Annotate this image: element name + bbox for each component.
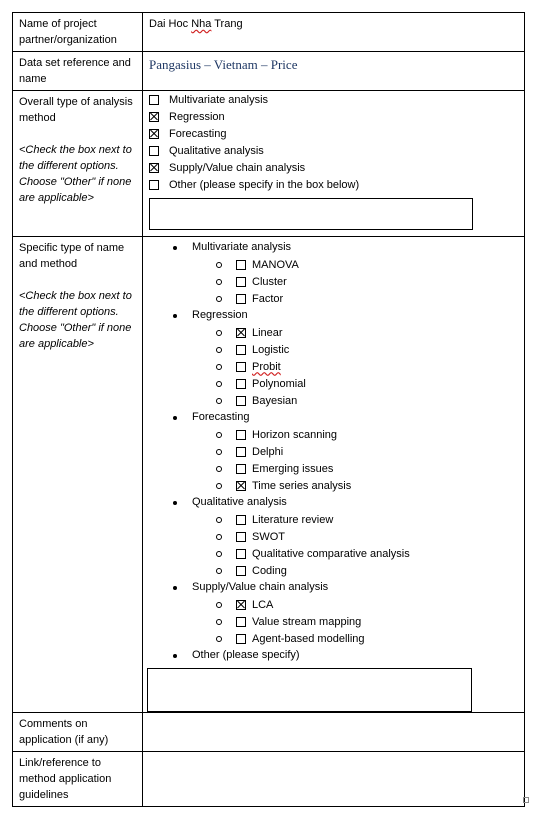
overall-note: <Check the box next to the different options. Choose "Other" if none are applicable> (19, 144, 132, 204)
overall-option-label: Supply/Value chain analysis (169, 161, 306, 174)
checkbox-icon[interactable] (236, 532, 246, 542)
method-item-label: Horizon scanning (252, 428, 337, 441)
bullet-icon (173, 416, 177, 420)
method-item-label: Bayesian (252, 394, 298, 407)
method-item[interactable] (192, 528, 524, 545)
method-item[interactable] (192, 426, 524, 443)
checkbox-icon[interactable] (149, 95, 159, 105)
overall-option-label: Regression (169, 110, 225, 123)
method-item-label: Factor (252, 292, 284, 305)
checked-box-icon[interactable] (149, 129, 159, 139)
method-item-label: Emerging issues (252, 462, 334, 475)
circle-bullet-icon (216, 381, 222, 387)
method-item-label: Logistic (252, 343, 290, 356)
partner-label: Name of project partner/organization (19, 18, 117, 46)
method-item[interactable] (192, 358, 524, 375)
dataset-value[interactable]: Pangasius – Vietnam – Price (149, 57, 298, 72)
overall-option-list (149, 91, 518, 193)
checkbox-icon[interactable] (236, 464, 246, 474)
specific-note: <Check the box next to the different options. Choose "Other" if none are applicable> (19, 290, 132, 350)
method-item[interactable] (192, 630, 524, 647)
method-item-list (192, 596, 524, 647)
checkbox-icon[interactable] (236, 396, 246, 406)
checkbox-icon[interactable] (236, 634, 246, 644)
overall-options (143, 91, 524, 230)
method-item[interactable] (192, 341, 524, 358)
method-item-label: Qualitative comparative analysis (252, 547, 410, 560)
bullet-icon (173, 314, 177, 318)
checkbox-icon[interactable] (236, 345, 246, 355)
circle-bullet-icon (216, 398, 222, 404)
circle-bullet-icon (216, 330, 222, 336)
method-item[interactable] (192, 290, 524, 307)
bullet-icon (173, 501, 177, 505)
circle-bullet-icon (216, 636, 222, 642)
method-item-label: Literature review (252, 513, 334, 526)
method-form-table (12, 12, 525, 807)
method-item[interactable] (192, 443, 524, 460)
circle-bullet-icon (216, 296, 222, 302)
overall-option[interactable] (149, 176, 518, 193)
method-item-label: Agent-based modelling (252, 632, 365, 645)
checkbox-icon[interactable] (236, 294, 246, 304)
method-item[interactable] (192, 324, 524, 341)
bullet-icon (173, 654, 177, 658)
overall-option-label: Multivariate analysis (169, 93, 269, 106)
circle-bullet-icon (216, 551, 222, 557)
method-item[interactable] (192, 375, 524, 392)
link-label: Link/reference to method application guidelines (19, 757, 112, 801)
checkbox-icon[interactable] (236, 515, 246, 525)
dataset-label: Data set reference and name (19, 57, 131, 85)
circle-bullet-icon (216, 364, 222, 370)
checked-box-icon[interactable] (149, 163, 159, 173)
method-item[interactable] (192, 256, 524, 273)
method-item-list (192, 511, 524, 579)
checked-box-icon[interactable] (236, 481, 246, 491)
circle-bullet-icon (216, 262, 222, 268)
method-item[interactable] (192, 562, 524, 579)
method-item-label: SWOT (252, 530, 285, 543)
method-item[interactable] (192, 392, 524, 409)
overall-row (13, 91, 525, 237)
method-category-label: Regression (192, 309, 248, 321)
checked-box-icon[interactable] (149, 112, 159, 122)
comments-row (13, 713, 525, 752)
checkbox-icon[interactable] (236, 379, 246, 389)
method-item-label: Cluster (252, 275, 287, 288)
method-item-label: MANOVA (252, 258, 299, 271)
method-item-list (192, 256, 524, 307)
checkbox-icon[interactable] (236, 549, 246, 559)
method-category (143, 239, 524, 307)
partner-row (13, 13, 525, 52)
method-category (143, 579, 524, 647)
checkbox-icon[interactable] (236, 617, 246, 627)
method-item-list (192, 324, 524, 409)
method-item[interactable] (192, 273, 524, 290)
checked-box-icon[interactable] (236, 328, 246, 338)
method-category-label: Multivariate analysis (192, 241, 292, 253)
method-item-label: Polynomial (252, 377, 306, 390)
method-category (143, 409, 524, 494)
circle-bullet-icon (216, 347, 222, 353)
table-resize-handle[interactable] (523, 797, 529, 803)
circle-bullet-icon (216, 466, 222, 472)
method-category (143, 647, 524, 664)
comments-label: Comments on application (if any) (19, 718, 109, 746)
specific-category-list (143, 237, 524, 664)
overall-option-label: Qualitative analysis (169, 144, 264, 157)
circle-bullet-icon (216, 517, 222, 523)
overall-label-block (13, 91, 142, 209)
overall-option[interactable] (149, 108, 518, 125)
method-item-label: Probit (252, 360, 281, 373)
link-value[interactable] (143, 752, 525, 807)
method-category-label: Forecasting (192, 411, 250, 423)
circle-bullet-icon (216, 483, 222, 489)
method-item[interactable] (192, 477, 524, 494)
method-item[interactable] (192, 511, 524, 528)
overall-option[interactable] (149, 159, 518, 176)
bullet-icon (173, 586, 177, 590)
overall-option-label: Other (please specify in the box below) (169, 178, 360, 191)
specific-label-block (13, 237, 142, 355)
method-category-label: Qualitative analysis (192, 496, 287, 508)
checkbox-icon[interactable] (236, 430, 246, 440)
method-item-label: Time series analysis (252, 479, 352, 492)
method-item-label: Delphi (252, 445, 284, 458)
method-item-label: Linear (252, 326, 283, 339)
checkbox-icon[interactable] (236, 447, 246, 457)
circle-bullet-icon (216, 449, 222, 455)
specific-other-input[interactable] (147, 668, 472, 712)
link-row (13, 752, 525, 807)
checked-box-icon[interactable] (236, 600, 246, 610)
overall-option[interactable] (149, 142, 518, 159)
method-item[interactable] (192, 613, 524, 630)
method-category (143, 494, 524, 579)
checkbox-icon[interactable] (236, 566, 246, 576)
method-item[interactable] (192, 545, 524, 562)
checkbox-icon[interactable] (149, 146, 159, 156)
dataset-row (13, 52, 525, 91)
circle-bullet-icon (216, 534, 222, 540)
checkbox-icon[interactable] (236, 362, 246, 372)
circle-bullet-icon (216, 602, 222, 608)
method-item-label: LCA (252, 598, 274, 611)
overall-other-input[interactable] (149, 198, 473, 230)
method-item-label: Coding (252, 564, 287, 577)
circle-bullet-icon (216, 619, 222, 625)
method-item[interactable] (192, 460, 524, 477)
overall-option[interactable] (149, 91, 518, 108)
circle-bullet-icon (216, 432, 222, 438)
specific-row (13, 237, 525, 713)
circle-bullet-icon (216, 568, 222, 574)
circle-bullet-icon (216, 279, 222, 285)
overall-option[interactable] (149, 125, 518, 142)
method-category (143, 307, 524, 409)
method-item[interactable] (192, 596, 524, 613)
method-item-label: Value stream mapping (252, 615, 362, 628)
checkbox-icon[interactable] (149, 180, 159, 190)
method-category-label: Other (please specify) (192, 649, 300, 661)
specific-label: Specific type of name and method (19, 242, 125, 270)
method-item-list (192, 426, 524, 494)
method-category-label: Supply/Value chain analysis (192, 581, 329, 593)
checkbox-icon[interactable] (236, 260, 246, 270)
partner-value[interactable]: Dai Hoc Nha Trang (149, 18, 243, 30)
comments-value[interactable] (143, 713, 525, 752)
overall-option-label: Forecasting (169, 127, 227, 140)
overall-label: Overall type of analysis method (19, 96, 133, 124)
bullet-icon (173, 246, 177, 250)
checkbox-icon[interactable] (236, 277, 246, 287)
